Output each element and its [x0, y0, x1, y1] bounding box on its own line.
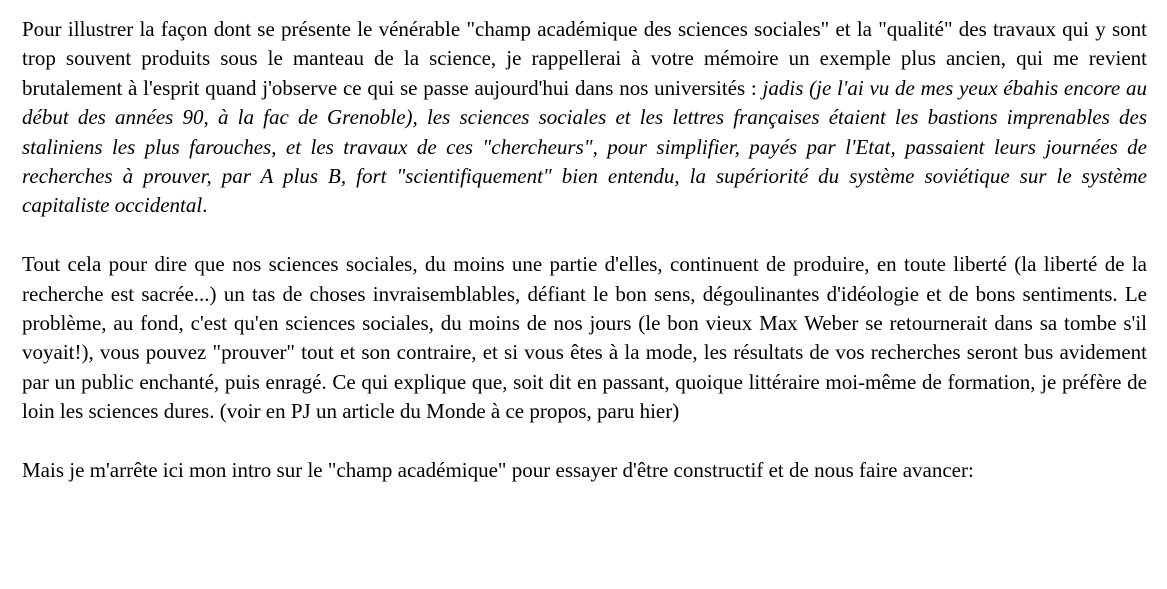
paragraph-1-plain-text: Pour illustrer la façon dont se présente le vénérable "champ académique des sciences sociales" et la "qualité" des travaux qui y sont trop souvent produits sous le manteau de la science, je rappellerai à votre mémoire un exemple plus ancien, qui me revient brutalement à l'esprit quand j'observe ce qui se passe aujourd'hui dans nos universités : [22, 17, 1147, 100]
paragraph-2: Tout cela pour dire que nos sciences sociales, du moins une partie d'elles, continuent de produire, en toute liberté (la liberté de la recherche est sacrée...) un tas de choses invraisemblables, défiant le bon sens, dégoulinantes d'idéologie et de bons sentiments. Le problème, au fond, c'est qu'en sciences sociales, du moins de nos jours (le bon vieux Max Weber se retournerait dans sa tombe s'il voyait!), vous pouvez "prouver" tout et son contraire, et si vous êtes à la mode, les résultats de vos recherches seront bus avidement par un public enchanté, puis enragé. Ce qui explique que, soit dit en passant, quoique littéraire moi-même de formation, je préfère de loin les sciences dures. (voir en PJ un article du Monde à ce propos, paru hier) [22, 252, 1147, 424]
paragraph-1-italic-text: jadis (je l'ai vu de mes yeux ébahis encore au début des années 90, à la fac de Grenoble), les sciences sociales et les lettres françaises étaient les bastions imprenables des staliniens les plus farouches, et les travaux de ces "chercheurs", pour simplifier, payés par l'Etat, passaient leurs journées de recherches à prouver, par A plus B, fort "scientifiquement" bien entendu, la supériorité du système soviétique sur le système capitaliste occidental [22, 75, 1147, 218]
paragraph-3: Mais je m'arrête ici mon intro sur le "champ académique" pour essayer d'être constructif et de nous faire avancer: [22, 458, 974, 483]
paragraph-1-end-text: . [202, 193, 208, 218]
paragraph-1 [22, 15, 1147, 221]
document-body [22, 15, 1147, 485]
